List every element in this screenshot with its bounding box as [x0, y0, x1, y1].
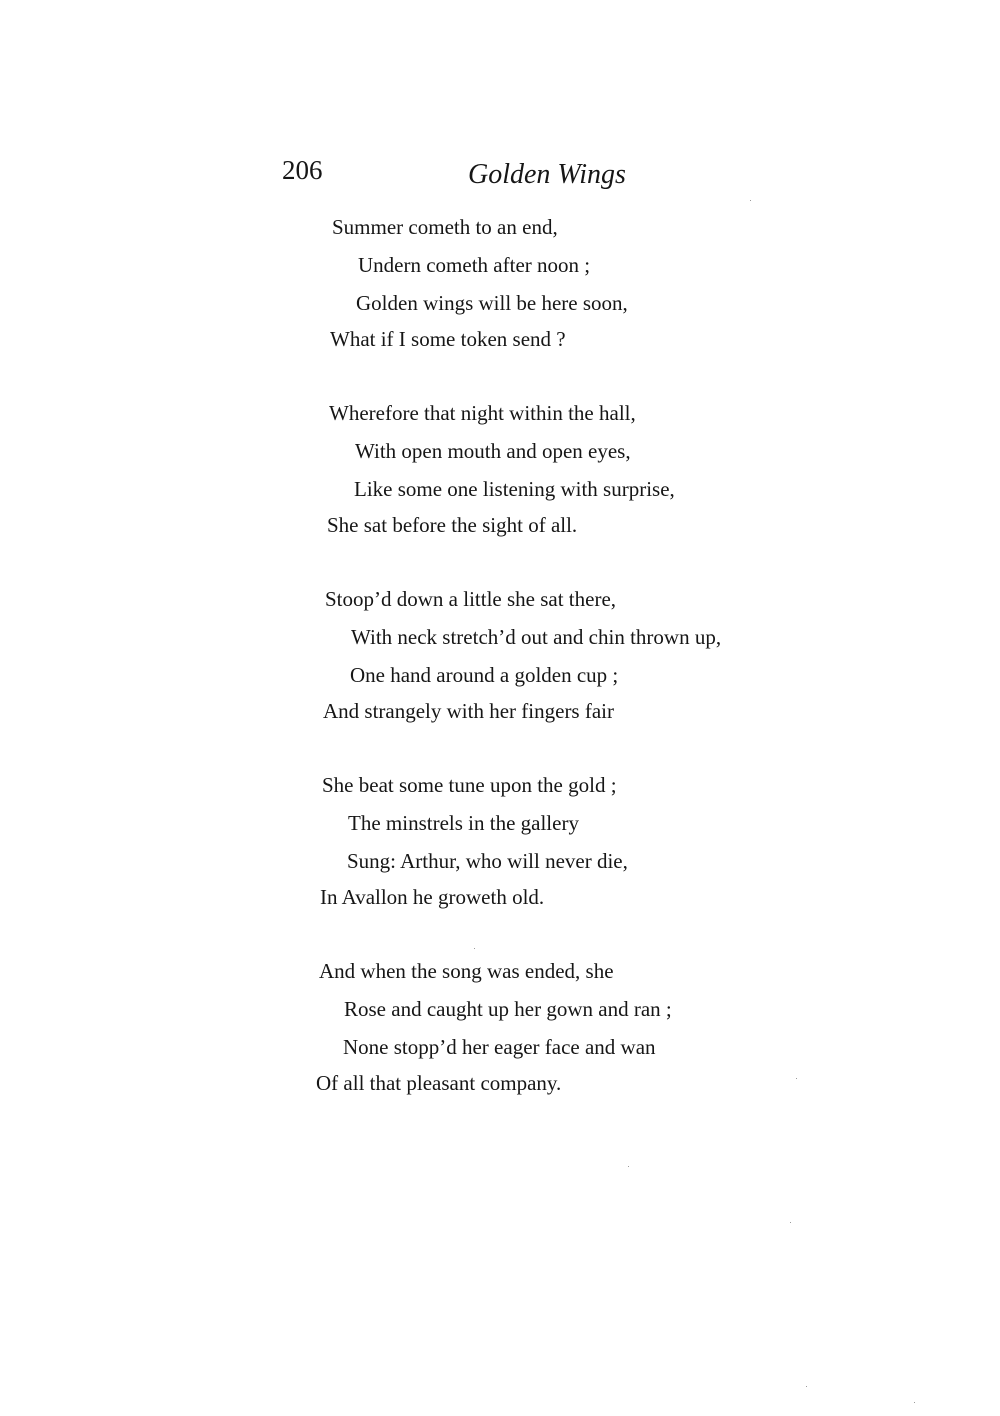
poem-line: Stoop’d down a little she sat there,	[325, 587, 617, 611]
scan-speck	[750, 200, 751, 201]
poem-line: Like some one listening with surprise,	[354, 477, 675, 501]
poem-line: In Avallon he groweth old.	[320, 885, 545, 909]
poem-line: Undern cometh after noon ;	[358, 253, 591, 277]
poem-line: One hand around a golden cup ;	[350, 663, 619, 687]
poem-line: And strangely with her fingers fair	[323, 699, 614, 723]
poem-line: She beat some tune upon the gold ;	[322, 773, 617, 797]
poem-line: Wherefore that night within the hall,	[329, 401, 636, 425]
scan-speck	[474, 948, 475, 949]
poem-line: She sat before the sight of all.	[327, 513, 578, 537]
poem-line: Of all that pleasant company.	[316, 1071, 562, 1095]
poem-line: Rose and caught up her gown and ran ;	[344, 997, 672, 1021]
running-title: Golden Wings	[468, 159, 626, 190]
scan-speck	[914, 1402, 915, 1403]
scan-speck	[806, 1386, 807, 1387]
scan-speck	[790, 1222, 791, 1223]
poem-line: The minstrels in the gallery	[348, 811, 579, 835]
poem-line: Golden wings will be here soon,	[356, 291, 628, 315]
poem-line: What if I some token send ?	[330, 327, 566, 351]
poem-line: With neck stretch’d out and chin thrown up,	[351, 625, 722, 649]
poem-line: Sung: Arthur, who will never die,	[347, 849, 628, 873]
poem-line: None stopp’d her eager face and wan	[343, 1035, 656, 1059]
page-number: 206	[282, 155, 323, 185]
poem-line: Summer cometh to an end,	[332, 215, 558, 239]
scan-speck	[796, 1078, 797, 1079]
poem-line: With open mouth and open eyes,	[355, 439, 631, 463]
poem-line: And when the song was ended, she	[319, 959, 614, 983]
scan-speck	[628, 1166, 629, 1167]
